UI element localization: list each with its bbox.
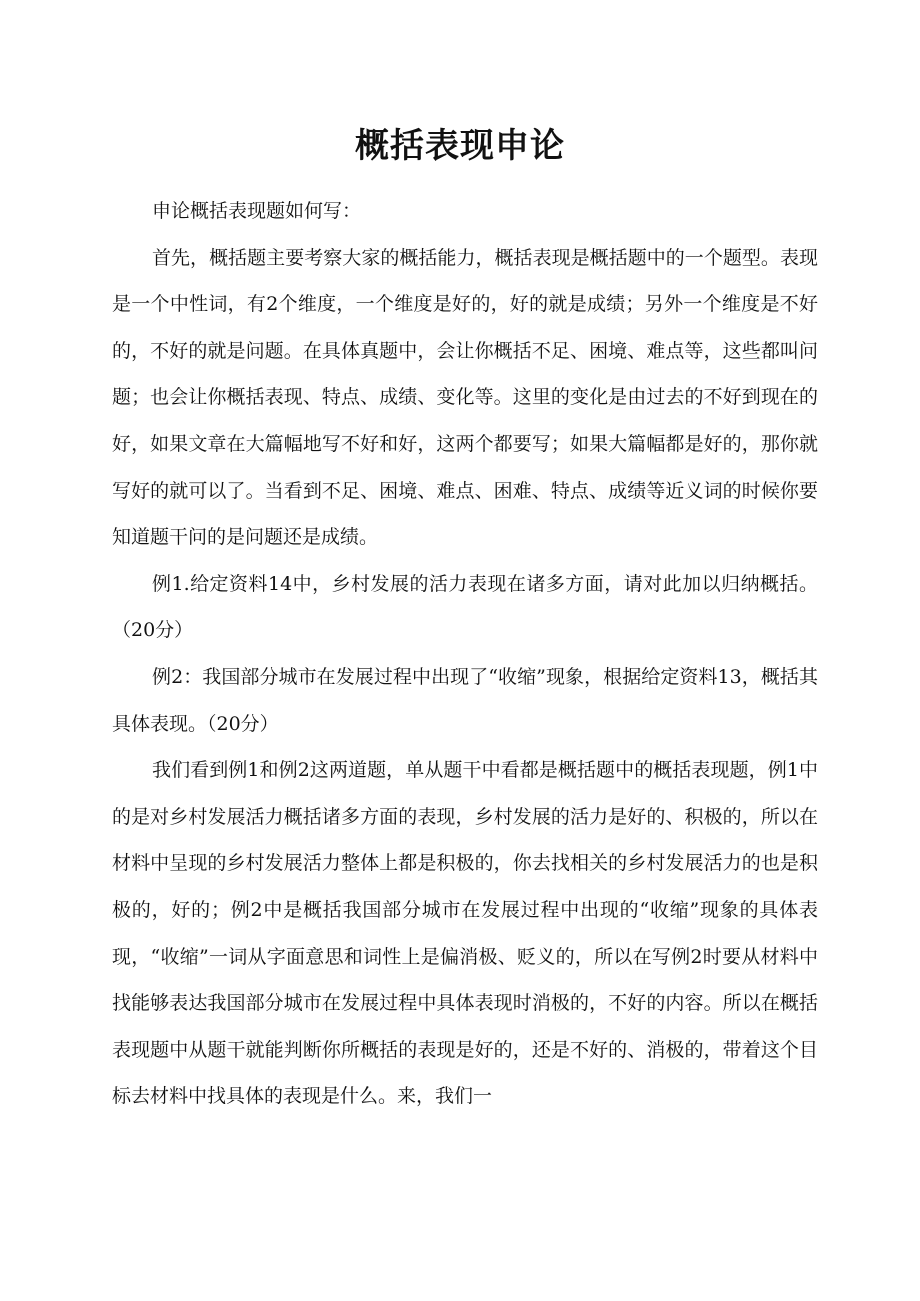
paragraph-example-2: 例2：我国部分城市在发展过程中出现了“收缩”现象，根据给定资料13，概括其具体表现。（20分） bbox=[112, 665, 818, 735]
paragraph-example-1: 例1.给定资料14中，乡村发展的活力表现在诸多方面，请对此加以归纳概括。（20分） bbox=[112, 572, 818, 642]
paragraph-explanation: 首先，概括题主要考察大家的概括能力，概括表现是概括题中的一个题型。表现是一个中性词，有2个维度，一个维度是好的，好的就是成绩；另外一个维度是不好的，不好的就是问题。在具体真题中，会让你概括不足、困境、难点等，这些都叫问题；也会让你概括表现、特点、成绩、变化等。这里的变化是由过去的不好到现在的好，如果文章在大篇幅地写不好和好，这两个都要写；如果大篇幅都是好的，那你就写好的就可以了。当看到不足、困境、难点、困难、特点、成绩等近义词的时候你要知道题干问的是问题还是成绩。 bbox=[112, 246, 818, 549]
page-title: 概括表现申论 bbox=[355, 126, 565, 166]
paragraph-analysis: 我们看到例1和例2这两道题，单从题干中看都是概括题中的概括表现题，例1中的是对乡村发展活力概括诸多方面的表现，乡村发展的活力是好的、积极的，所以在材料中呈现的乡村发展活力整体上都是积极的，你去找相关的乡村发展活力的也是积极的，好的；例2中是概括我国部分城市在发展过程中出现的“收缩”现象的具体表现，“收缩”一词从字面意思和词性上是偏消极、贬义的，所以在写例2时要从材料中找能够表达我国部分城市在发展过程中具体表现时消极的，不好的内容。所以在概括表现题中从题干就能判断你所概括的表现是好的，还是不好的、消极的，带着这个目标去材料中找具体的表现是什么。来，我们一 bbox=[112, 759, 818, 1108]
document-body bbox=[112, 188, 818, 1120]
paragraph-intro-question: 申论概括表现题如何写： bbox=[152, 200, 362, 222]
